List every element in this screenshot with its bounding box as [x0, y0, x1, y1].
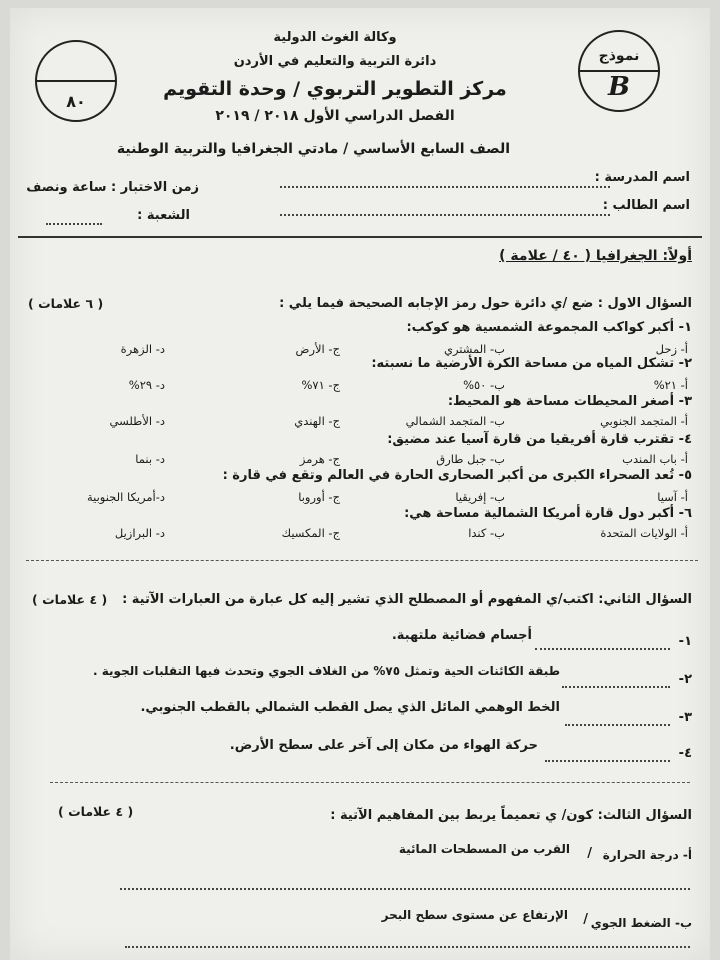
- q1-item-6-option-c[interactable]: ج- المكسيك: [281, 526, 340, 540]
- q1-item-2-option-b[interactable]: ب- ٥٠%: [463, 378, 505, 392]
- center-name: مركز التطوير التربوي / وحدة التقويم: [163, 78, 507, 100]
- score-circle: [35, 40, 117, 122]
- q1-item-5-option-a[interactable]: أ- آسيا: [657, 490, 688, 504]
- q3-item-a-label: أ- درجة الحرارة: [602, 848, 692, 862]
- department-name: دائرة التربية والتعليم في الأردن: [233, 54, 437, 69]
- q2-item-3-answer[interactable]: [565, 724, 670, 726]
- q2-marks: ( ٤ علامات ): [32, 592, 108, 607]
- q2-title: السؤال الثاني: اكتب/ي المفهوم أو المصطلح الذي تشير إليه كل عبارة من العبارات الآتية :: [122, 592, 692, 607]
- q1-item-3-option-d[interactable]: د- الأطلسي: [109, 414, 165, 428]
- q1-item-5-stem: ٥- تُعد الصحراء الكبرى من أكبر الصحارى الحارة في العالم وتقع في قارة :: [222, 468, 692, 483]
- school-label: اسم المدرسة :: [594, 170, 690, 185]
- q2-item-3-number: ٣-: [678, 710, 692, 725]
- model-label: نموذج: [598, 48, 640, 64]
- header-divider: [18, 236, 702, 238]
- q1-item-6-option-a[interactable]: أ- الولايات المتحدة: [600, 526, 688, 540]
- q1-item-2-option-d[interactable]: د- ٢٩%: [128, 378, 165, 392]
- q1-item-4-option-c[interactable]: ج- هرمز: [299, 452, 340, 466]
- q2-item-4-answer[interactable]: [545, 760, 670, 762]
- q2-divider: [50, 782, 690, 783]
- exam-page: [10, 8, 710, 960]
- total-score: ٨٠: [66, 92, 86, 111]
- q3-item-b-answer[interactable]: [125, 946, 690, 948]
- q3-item-b-text: الإرتفاع عن مستوى سطح البحر: [381, 908, 568, 922]
- part1-title: أولاً: الجغرافيا ( ٤٠ / علامة ): [499, 248, 692, 264]
- model-letter: B: [608, 72, 630, 102]
- q3-marks: ( ٤ علامات ): [58, 804, 134, 819]
- q3-item-b-separator: /: [583, 912, 588, 927]
- school-field[interactable]: [280, 186, 610, 188]
- student-field[interactable]: [280, 214, 610, 216]
- model-circle: [578, 30, 660, 112]
- q2-item-3-text: الخط الوهمي المائل الذي يصل القطب الشمالي بالقطب الجنوبي.: [140, 700, 560, 715]
- section-field[interactable]: [46, 223, 102, 225]
- q1-item-4-option-d[interactable]: د- بنما: [135, 452, 165, 466]
- q1-item-1-option-a[interactable]: أ- زحل: [655, 342, 688, 356]
- q2-item-2-number: ٢-: [678, 672, 692, 687]
- q1-item-4-stem: ٤- تقترب قارة أفريقيا من قارة آسيا عند مضيق:: [387, 432, 692, 447]
- q2-item-1-answer[interactable]: [535, 648, 670, 650]
- q1-item-1-option-b[interactable]: ب- المشتري: [443, 342, 505, 356]
- q1-item-3-option-a[interactable]: أ- المتجمد الجنوبي: [600, 414, 688, 428]
- q3-item-a-separator: /: [587, 846, 592, 861]
- q1-item-3-stem: ٣- أصغر المحيطات مساحة هو المحيط:: [447, 394, 692, 409]
- section-label: الشعبة :: [137, 208, 190, 223]
- q3-item-a-answer[interactable]: [120, 888, 690, 890]
- q2-item-1-text: أجسام فضائية ملتهبة.: [391, 628, 532, 643]
- q1-divider: [26, 560, 698, 561]
- q1-item-5-option-c[interactable]: ج- أوروبا: [298, 490, 340, 504]
- time-label: زمن الاختبار : ساعة ونصف: [26, 180, 199, 195]
- q1-marks: ( ٦ علامات ): [28, 296, 104, 311]
- q1-item-4-option-b[interactable]: ب- جبل طارق: [436, 452, 505, 466]
- q2-item-4-text: حركة الهواء من مكان إلى آخر على سطح الأرض.: [229, 738, 538, 753]
- q2-item-4-number: ٤-: [678, 746, 692, 761]
- q1-item-4-option-a[interactable]: أ- باب المندب: [622, 452, 688, 466]
- q1-item-1-stem: ١- أكبر كواكب المجموعة الشمسية هو كوكب:: [406, 320, 692, 335]
- q3-title: السؤال الثالث: كون/ ي تعميماً يربط بين المفاهيم الآتية :: [330, 808, 692, 823]
- q1-title: السؤال الاول : ضع /ي دائرة حول رمز الإجابه الصحيحة فيما يلي :: [279, 296, 692, 311]
- q2-item-2-text: طبقة الكائنات الحية وتمثل ٧٥% من الغلاف الجوي وتحدث فيها التقلبات الجوية .: [93, 664, 560, 678]
- q1-item-3-option-b[interactable]: ب- المتجمد الشمالي: [405, 414, 505, 428]
- grade-subject: الصف السابع الأساسي / مادتي الجغرافيا والتربية الوطنية: [116, 141, 510, 157]
- q1-item-1-option-c[interactable]: ج- الأرض: [295, 342, 340, 356]
- q1-item-3-option-c[interactable]: ج- الهندي: [294, 414, 340, 428]
- q1-item-6-stem: ٦- أكبر دول قارة أمريكا الشمالية مساحة هي:: [404, 506, 692, 521]
- q1-item-6-option-d[interactable]: د- البرازيل: [114, 526, 165, 540]
- q1-item-2-stem: ٢- تشكل المياه من مساحة الكرة الأرضية ما نسبته:: [371, 356, 692, 371]
- q1-item-1-option-d[interactable]: د- الزهرة: [120, 342, 165, 356]
- q1-item-5-option-b[interactable]: ب- إفريقيا: [455, 490, 505, 504]
- q3-item-b-label: ب- الضغط الجوي: [590, 916, 692, 930]
- student-label: اسم الطالب :: [602, 198, 690, 213]
- q1-item-2-option-c[interactable]: ج- ٧١%: [301, 378, 340, 392]
- q1-item-6-option-b[interactable]: ب- كندا: [468, 526, 505, 540]
- agency-name: وكالة الغوث الدولية: [273, 30, 397, 45]
- semester: الفصل الدراسي الأول ٢٠١٨ / ٢٠١٩: [215, 108, 455, 124]
- q1-item-2-option-a[interactable]: أ- ٢١%: [653, 378, 688, 392]
- q2-item-2-answer[interactable]: [562, 686, 670, 688]
- q3-item-a-text: القرب من المسطحات المائية: [398, 842, 570, 856]
- q1-item-5-option-d[interactable]: د-أمريكا الجنوبية: [86, 490, 165, 504]
- q2-item-1-number: ١-: [678, 634, 692, 649]
